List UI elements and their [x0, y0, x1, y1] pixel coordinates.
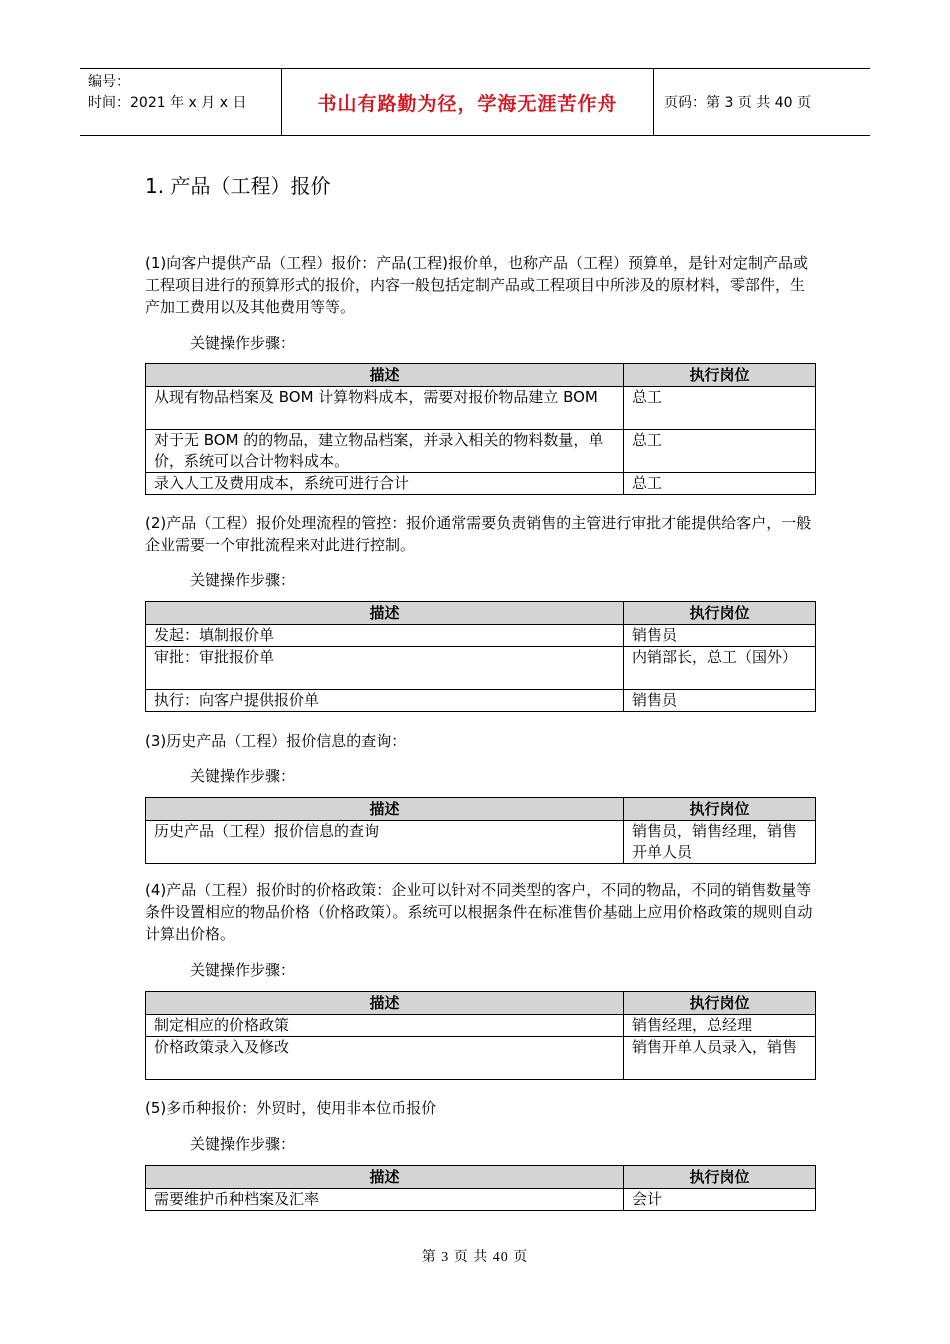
part-2-text: (2)产品（工程）报价处理流程的管控：报价通常需要负责销售的主管进行审批才能提供给客户，一般企业需要一个审批流程来对此进行控制。: [145, 514, 812, 554]
header-desc: 描述: [146, 602, 624, 625]
row-desc: 需要维护币种档案及汇率: [146, 1189, 624, 1211]
section-title: 1. 产品（工程）报价: [145, 174, 331, 198]
table-row: [146, 430, 816, 473]
part-5-text: (5)多币种报价：外贸时，使用非本位币报价: [145, 1099, 437, 1117]
table-row: [146, 473, 816, 495]
header-role: 执行岗位: [624, 992, 816, 1015]
header-role: 执行岗位: [624, 1166, 816, 1189]
table-row: [146, 821, 816, 864]
header-role: 执行岗位: [624, 364, 816, 387]
table-row: [146, 1037, 816, 1080]
table-row: [146, 625, 816, 647]
row-desc: 录入人工及费用成本，系统可进行合计: [146, 473, 624, 495]
header-slogan-cell: [282, 69, 654, 135]
row-desc: 价格政策录入及修改: [146, 1037, 624, 1080]
steps-label-5: 关键操作步骤：: [190, 1135, 296, 1153]
row-desc: 对于无 BOM 的的物品，建立物品档案，并录入相关的物料数量，单价，系统可以合计物料成本。: [146, 430, 624, 473]
header-desc: 描述: [146, 364, 624, 387]
table-row: [146, 690, 816, 712]
part-4-text: (4)产品（工程）报价时的价格政策：企业可以针对不同类型的客户，不同的物品，不同的销售数量等条件设置相应的物品价格（价格政策）。系统可以根据条件在标准售价基础上应用价格政策的规则自动计算出价格。: [145, 881, 813, 943]
table-header-row: [146, 992, 816, 1015]
row-role: 销售经理，总经理: [624, 1015, 816, 1037]
row-desc: 发起：填制报价单: [146, 625, 624, 647]
row-desc: 制定相应的价格政策: [146, 1015, 624, 1037]
row-role: 会计: [624, 1189, 816, 1211]
header-meta: [80, 69, 282, 135]
header-desc: 描述: [146, 992, 624, 1015]
steps-table-4: [145, 991, 816, 1080]
steps-table-2: [145, 601, 816, 712]
table-row: [146, 387, 816, 430]
row-role: 销售员: [624, 690, 816, 712]
table-row: [146, 647, 816, 690]
row-desc: 历史产品（工程）报价信息的查询: [146, 821, 624, 864]
table-header-row: [146, 1166, 816, 1189]
date-label: 时间：2021 年 x 月 x 日: [88, 95, 247, 111]
header-page-info: 页码：第 3 页 共 40 页: [664, 95, 811, 111]
row-role: 销售员，销售经理，销售开单人员: [624, 821, 816, 864]
steps-label-4: 关键操作步骤：: [190, 961, 296, 979]
table-header-row: [146, 798, 816, 821]
row-role: 内销部长，总工（国外）: [624, 647, 816, 690]
steps-table-5: [145, 1165, 816, 1211]
header-desc: 描述: [146, 1166, 624, 1189]
header-role: 执行岗位: [624, 798, 816, 821]
table-header-row: [146, 602, 816, 625]
header-slogan: 书山有路勤为径，学海无涯苦作舟: [317, 92, 618, 115]
row-role: 销售员: [624, 625, 816, 647]
header-role: 执行岗位: [624, 602, 816, 625]
table-row: [146, 1189, 816, 1211]
page-footer: 第 3 页 共 40 页: [421, 1250, 529, 1265]
header-desc: 描述: [146, 798, 624, 821]
table-header-row: [146, 364, 816, 387]
part-3-text: (3)历史产品（工程）报价信息的查询：: [145, 732, 407, 750]
steps-label-2: 关键操作步骤：: [190, 571, 296, 589]
steps-table-1: [145, 363, 816, 495]
table-row: [146, 1015, 816, 1037]
steps-label-1: 关键操作步骤：: [190, 334, 296, 352]
steps-table-3: [145, 797, 816, 864]
serial-label: 编号：: [88, 74, 130, 90]
row-desc: 审批：审批报价单: [146, 647, 624, 690]
row-role: 总工: [624, 430, 816, 473]
row-role: 销售开单人员录入，销售: [624, 1037, 816, 1080]
row-desc: 从现有物品档案及 BOM 计算物料成本，需要对报价物品建立 BOM: [146, 387, 624, 430]
part-1-text: (1)向客户提供产品（工程）报价：产品(工程)报价单，也称产品（工程）预算单，是针对定制产品或工程项目进行的预算形式的报价，内容一般包括定制产品或工程项目中所涉及的原材料，零部件，生产加工费用以及其他费用等等。: [145, 254, 808, 316]
row-role: 总工: [624, 387, 816, 430]
steps-label-3: 关键操作步骤：: [190, 767, 296, 785]
row-role: 总工: [624, 473, 816, 495]
page-header: [80, 68, 870, 136]
row-desc: 执行：向客户提供报价单: [146, 690, 624, 712]
